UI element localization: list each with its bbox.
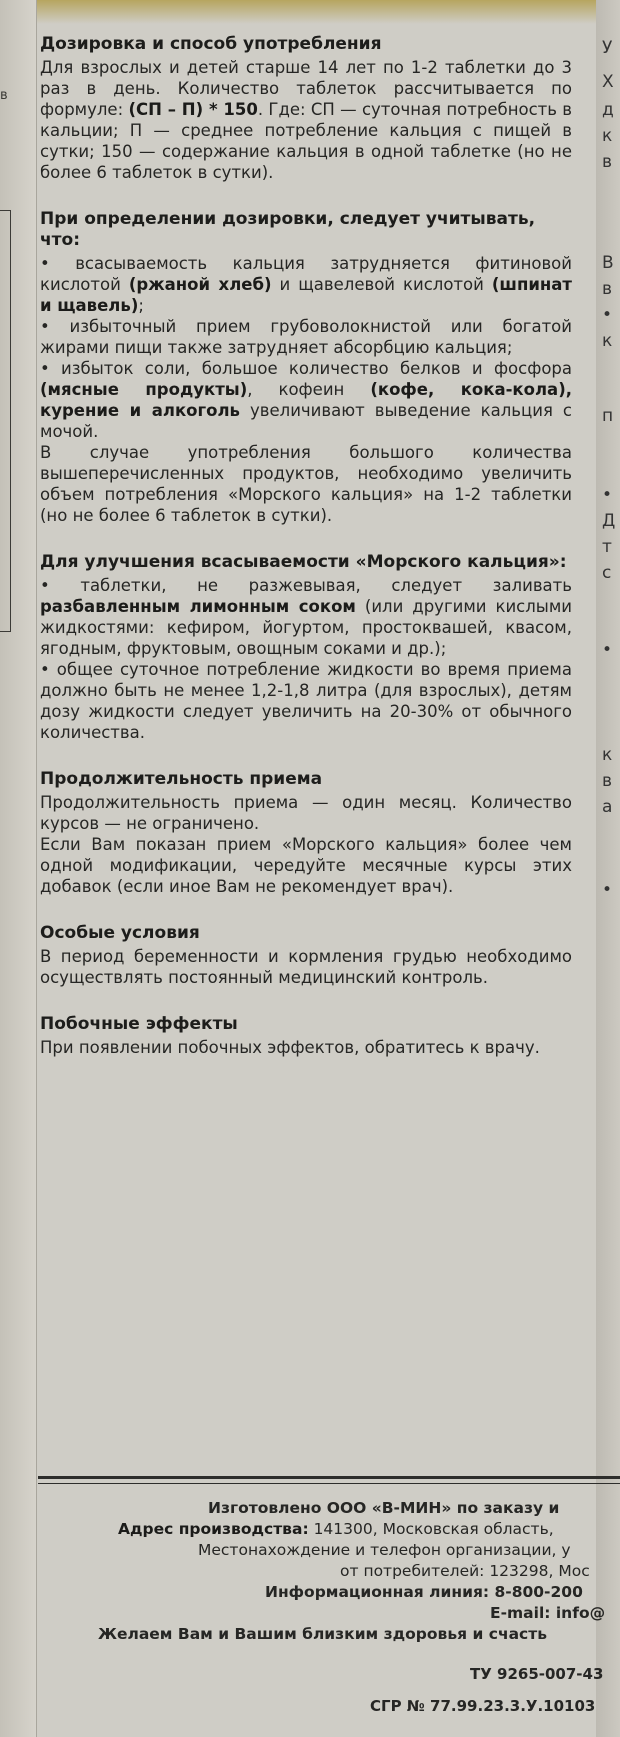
right-margin-fragment: В	[602, 253, 614, 273]
right-margin-fragment: •	[602, 880, 613, 900]
bullet-text: • избыток соли, большое количество белков и фосфора	[40, 359, 572, 378]
bullet-text: , кофеин	[247, 380, 371, 399]
special-conditions-text: В период беременности и кормления грудью необходимо осуществлять постоянный медицинский контроль.	[40, 947, 572, 987]
duration-section	[40, 769, 572, 897]
right-margin-fragment: п	[602, 406, 614, 426]
bullet-emphasis: (шпинат и щавель)	[40, 275, 572, 315]
right-margin-fragment: с	[602, 563, 612, 583]
determination-section	[40, 209, 572, 526]
left-page-fold	[0, 0, 37, 1737]
manufacturer-footer	[40, 1498, 620, 1645]
right-margin-fragment: Х	[602, 72, 614, 92]
determination-note: В случае употребления большого количества вышеперечисленных продуктов, необходимо увеличить объем потребления «Морского кальция» на 1-2 таблетки (но не более 6 таблеток в сутки).	[40, 443, 572, 525]
left-margin-fragment: в	[0, 88, 8, 103]
footer-line: Информационная линия: 8-800-200	[265, 1583, 583, 1601]
tu-code: ТУ 9265-007-43	[470, 1665, 604, 1683]
dosage-text	[40, 57, 572, 183]
side-effects-heading: Побочные эффекты	[40, 1014, 238, 1034]
right-margin-fragment: к	[602, 331, 613, 351]
absorption-bullet: • общее суточное потребление жидкости во время приема должно быть не менее 1,2-1,8 литра (для взрослых), детям дозу жидкости следует увеличить на 20-30% от обычного количества.	[40, 660, 572, 742]
instruction-column	[40, 34, 572, 1084]
footer-line: Желаем Вам и Вашим близким здоровья и счасть	[98, 1625, 548, 1643]
bullet-emphasis: разбавленным лимонным соком	[40, 597, 356, 616]
left-margin-box	[0, 210, 11, 632]
footer-line	[40, 1519, 620, 1540]
footer-label: Адрес производства:	[118, 1520, 309, 1538]
footer-line: Местонахождение и телефон организации, у	[198, 1541, 571, 1559]
absorption-bullet	[40, 575, 572, 659]
bullet-text: • всасываемость кальция затрудняется фитиновой кислотой	[40, 254, 572, 294]
determination-bullet	[40, 358, 572, 442]
right-margin-fragment: в	[602, 279, 613, 299]
duration-heading: Продолжительность приема	[40, 769, 323, 789]
right-margin-fragment: а	[602, 797, 613, 817]
sgr-number: СГР № 77.99.23.3.У.10103	[370, 1697, 596, 1715]
dosage-formula: (СП – П) * 150	[128, 100, 258, 119]
dosage-section	[40, 34, 572, 183]
side-effects-section	[40, 1014, 572, 1058]
right-margin-fragment: к	[602, 126, 613, 146]
footer-value: 141300, Московская область,	[308, 1520, 554, 1538]
bullet-text: • таблетки, не разжевывая, следует заливать	[40, 576, 572, 595]
bullet-text: увеличивают выведение кальция с мочой.	[40, 401, 572, 441]
duration-text: Если Вам показан прием «Морского кальция» более чем одной модификации, чередуйте месячные курсы этих добавок (если иное Вам не рекомендует врач).	[40, 835, 572, 896]
right-margin-fragment: •	[602, 485, 613, 505]
dosage-text-part: . Где: СП — суточная потребность в кальции; П — среднее потребление кальция с пищей в сутки; 150 — содержание кальция в одной таблетке (но не более 6 таблеток в сутки).	[40, 100, 573, 182]
right-margin-fragment: Д	[602, 511, 616, 531]
bullet-text: (или другими кислыми жидкостями: кефиром, йогуртом, простоквашей, квасом, ягодным, фруктовым, овощным соками и др.);	[40, 597, 572, 658]
absorption-section	[40, 552, 572, 743]
determination-bullet: • избыточный прием грубоволокнистой или богатой жирами пищи также затрудняет абсорбцию кальция;	[40, 317, 572, 357]
footer-divider-thin	[38, 1483, 620, 1484]
bullet-text: и щавелевой кислотой	[271, 275, 492, 294]
bullet-emphasis: (мясные продукты)	[40, 380, 248, 399]
special-conditions-heading: Особые условия	[40, 923, 200, 943]
duration-text: Продолжительность приема — один месяц. Количество курсов — не ограничено.	[40, 793, 572, 833]
bullet-text: ;	[138, 296, 144, 315]
dosage-text-part: Для взрослых и детей старше 14 лет по 1-2 таблетки до 3 раз в день. Количество таблеток рассчитывается по формуле:	[40, 58, 572, 119]
side-effects-text: При появлении побочных эффектов, обратитесь к врачу.	[40, 1038, 540, 1057]
footer-divider	[38, 1476, 620, 1479]
bullet-emphasis: (кофе, кока-кола), курение и алкоголь	[40, 380, 572, 420]
special-conditions-section	[40, 923, 572, 988]
right-margin-fragment: в	[602, 152, 613, 172]
dosage-heading: Дозировка и способ употребления	[40, 34, 382, 54]
determination-heading: При определении дозировки, следует учитывать, что:	[40, 209, 536, 250]
absorption-heading: Для улучшения всасываемости «Морского кальция»:	[40, 552, 567, 572]
right-margin-fragment: т	[602, 537, 612, 557]
right-margin-fragment: к	[602, 745, 613, 765]
footer-line: от потребителей: 123298, Мос	[340, 1562, 590, 1580]
determination-bullet	[40, 253, 572, 316]
right-margin-fragment: •	[602, 305, 613, 325]
bullet-emphasis: (ржаной хлеб)	[128, 275, 272, 294]
right-margin-fragment: •	[602, 640, 613, 660]
footer-line: E-mail: info@	[490, 1604, 606, 1622]
right-margin-fragment: У	[602, 38, 613, 58]
right-margin-fragment: д	[602, 100, 614, 120]
right-margin-fragment: в	[602, 771, 613, 791]
top-edge-strip	[0, 0, 620, 24]
footer-line: Изготовлено ООО «В-МИН» по заказу и	[208, 1499, 560, 1517]
